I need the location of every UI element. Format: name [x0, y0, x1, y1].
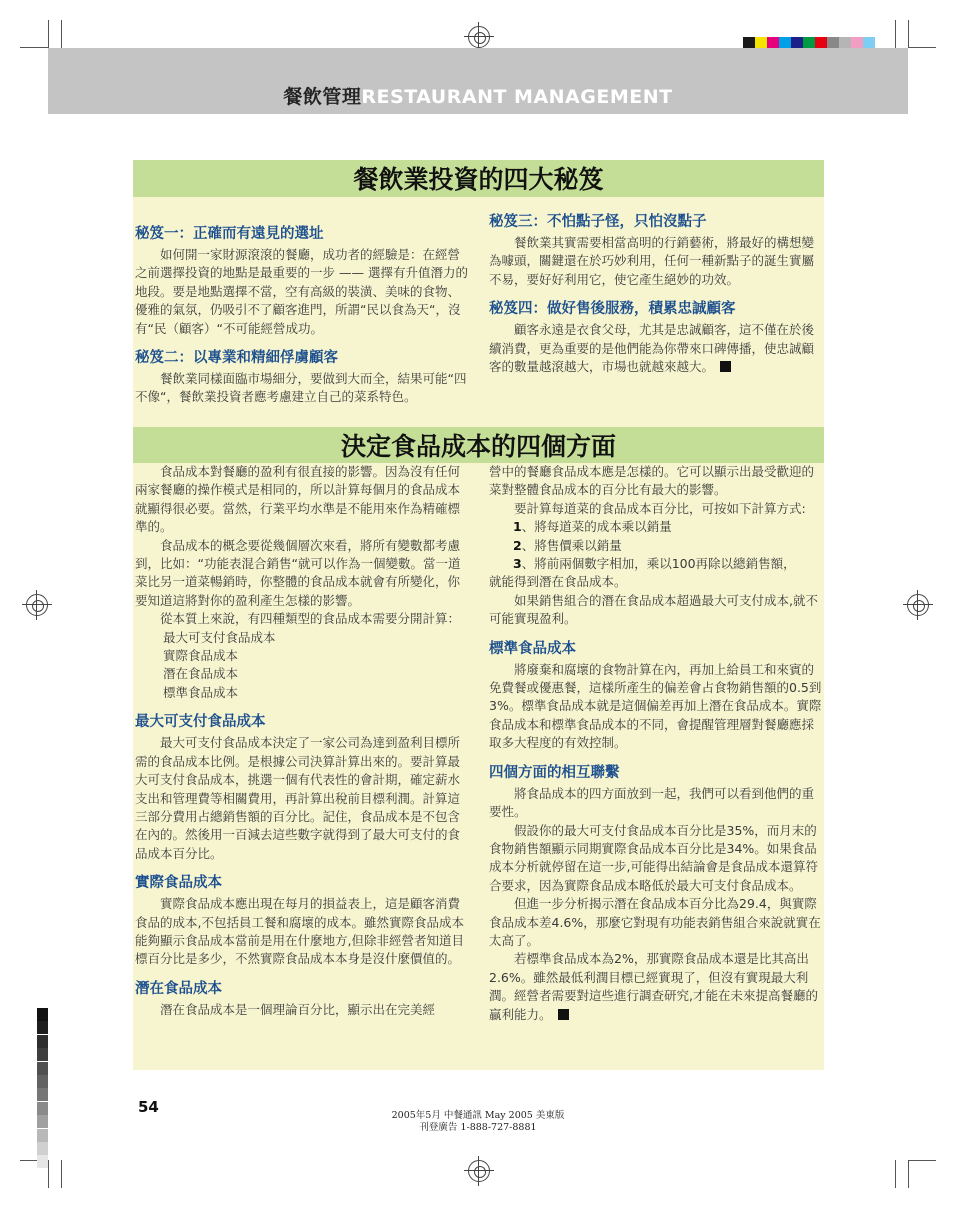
registration-mark-icon [907, 594, 929, 616]
step-number: 1 [513, 519, 522, 535]
step-text: 、將前兩個數字相加，乘以100再除以總銷售額， [521, 556, 796, 572]
paragraph: 潛在食品成本是一個理論百分比，顯示出在完美經 [160, 1001, 436, 1017]
article-title: 餐飲業投資的四大秘笈 [133, 160, 824, 197]
paragraph-text: 若標準食品成本為2%，那實際食品成本還是比其高出2.6%。雖然最低利潤目標已經實現了，但沒有實現最大利潤。經營者需要對這些進行調查研究,才能在未來提高餐廳的贏利能力。 [489, 951, 818, 1022]
list-item: 標準食品成本 [163, 684, 239, 700]
section-title-zh: 餐飲管理 [283, 86, 362, 108]
gray-swatch [37, 1155, 48, 1168]
subheading: 四個方面的相互聯繫 [489, 764, 620, 781]
subheading: 秘笈二：以專業和精細俘虜顧客 [135, 350, 338, 367]
numbered-step [489, 537, 824, 555]
numbered-step [489, 555, 824, 573]
paragraph: 假設你的最大可支付食品成本百分比是35%，而月末的食物銷售額顯示同期實際食品成本百分比是34%。如果食品成本分析就停留在這一步,可能得出結論會是食品成本還算符合要求，因為實際食品成本略低於最大可支付食品成本。 [489, 822, 818, 893]
crop-mark [908, 1160, 936, 1161]
paragraph [489, 950, 824, 1024]
subheading: 秘笈一：正確而有遠見的選址 [135, 226, 324, 242]
gray-swatch [37, 1008, 48, 1021]
paragraph: 就能得到潛在食品成本。 [489, 574, 627, 590]
paragraph: 從本質上來說，有四種類型的食品成本需要分開計算： [160, 611, 461, 627]
paragraph: 要計算每道菜的食品成本百分比，可按如下計算方式: [514, 500, 806, 516]
crop-mark [908, 47, 936, 48]
gray-swatch [37, 1048, 48, 1061]
subheading: 秘笈四：做好售後服務，積累忠誠顧客 [489, 301, 736, 318]
paragraph: 食品成本的概念要從幾個層次來看，將所有變數都考慮到，比如：“功能表混合銷售“就可以作為一個變數。當一道菜比另一道菜暢銷時，你整體的食品成本就會有所變化，你要知道這將對你的盈利產生怎樣的影響。 [135, 537, 461, 608]
crop-mark [48, 1160, 49, 1188]
paragraph: 最大可支付食品成本決定了一家公司為達到盈利目標所需的食品成本比例。是根據公司決算計算出來的。要計算最大可支付食品成本，挑選一個有代表性的會計期，確定薪水支出和管理費等相關費用，再計算出稅前目標利潤。計算這三部分費用占總銷售額的百分比。記住，食品成本是不包含在內的。然後用一百減去這些數字就得到了最大可支付的食品成本百分比。 [135, 735, 461, 861]
crop-mark [895, 20, 896, 48]
end-mark-icon [720, 361, 731, 372]
paragraph-text: 顧客永遠是衣食父母，尤其是忠誠顧客，這不僅在於後續消費，更為重要的是他們能為你帶來口碑傳播，使忠誠顧客的數量越滾越大，市場也就越來越大。 [489, 322, 815, 375]
gray-swatch [37, 1088, 48, 1101]
crop-mark [20, 47, 48, 48]
paragraph: 食品成本對餐廳的盈利有很直接的影響。因為沒有任何兩家餐廳的操作模式是相同的，所以計算每個月的食品成本就顯得很必要。當然，行業平均水準是不能用來作為精確標準的。 [135, 464, 461, 535]
article1-left-column [135, 224, 470, 407]
list-item: 最大可支付食品成本 [163, 629, 276, 645]
paragraph: 餐飲業同樣面臨市場細分，要做到大而全，結果可能“四不像“，餐飲業投資者應考慮建立自己的菜系特色。 [135, 371, 467, 405]
registration-mark-icon [468, 1160, 490, 1182]
gray-swatch [37, 1102, 48, 1115]
subheading: 標準食品成本 [489, 640, 576, 657]
step-number: 2 [513, 537, 522, 553]
paragraph: 餐飲業其實需要相當高明的行銷藝術，將最好的構想變為噱頭，關鍵還在於巧妙利用，任何一種新點子的誕生實屬不易，要好好利用它，使它產生絕妙的功效。 [489, 235, 815, 287]
subheading: 潛在食品成本 [135, 980, 222, 997]
subheading: 最大可支付食品成本 [135, 714, 266, 731]
crop-mark [908, 20, 909, 48]
page-number: 54 [138, 1098, 159, 1116]
gray-swatch [37, 1142, 48, 1155]
gray-swatch [37, 1035, 48, 1048]
paragraph: 如果銷售組合的潛在食品成本超過最大可支付成本,就不可能實現盈利。 [489, 592, 818, 627]
gray-swatch [37, 1115, 48, 1128]
paragraph: 實際食品成本應出現在每月的損益表上，這是顧客消費食品的成本,不包括員工餐和腐壞的成本。雖然實際食品成本能夠顯示食品成本當前是用在什麼地方,但除非經營者知道目標百分比是多少，不然實際食品成本本身是沒什麼價值的。 [135, 896, 464, 967]
gray-swatch [37, 1062, 48, 1075]
paragraph: 但進一步分析揭示潛在食品成本百分比為29.4，與實際食品成本差4.6%，那麼它對現有功能表銷售組合來說就實在太高了。 [489, 896, 821, 948]
paragraph: 營中的餐廳食品成本應是怎樣的。它可以顯示出最受歡迎的菜對整體食品成本的百分比有最大的影響。 [489, 464, 815, 498]
registration-mark-icon [26, 594, 48, 616]
section-header [0, 82, 956, 109]
step-text: 、將售價乘以銷量 [521, 537, 622, 553]
article1-right-column [489, 212, 824, 376]
list-item: 潛在食品成本 [163, 666, 239, 682]
step-text: 、將每道菜的成本乘以銷量 [521, 519, 672, 535]
registration-mark-icon [468, 26, 490, 48]
paragraph: 如何開一家財源滾滾的餐廳，成功者的經驗是：在經營之前選擇投資的地點是最重要的一步 —— 選擇有升值潛力的地段。要是地點選擇不當，空有高級的裝潢、美味的食物、優雅的氣氛，仍吸引不了顧客進門，所謂“民以食為天“，沒有“民（顧客）“不可能經營成功。 [135, 247, 468, 336]
numbered-step [489, 518, 824, 536]
gray-swatch [37, 1129, 48, 1142]
section-title-en: RESTAURANT MANAGEMENT [361, 86, 673, 108]
subheading: 實際食品成本 [135, 875, 222, 892]
paragraph [489, 321, 824, 376]
crop-mark [908, 1160, 909, 1188]
paragraph: 將食品成本的四方面放到一起，我們可以看到他們的重要性。 [489, 785, 815, 820]
crop-mark [61, 20, 62, 48]
subheading: 秘笈三：不怕點子怪，只怕沒點子 [489, 214, 707, 230]
list-item: 實際食品成本 [163, 648, 239, 664]
end-mark-icon [558, 1009, 569, 1020]
article2-right-column [489, 463, 824, 1024]
article2-left-column [135, 463, 470, 1019]
crop-mark [895, 1160, 896, 1188]
step-number: 3 [513, 556, 522, 572]
gray-swatch [37, 1075, 48, 1088]
footer-ad-contact: 刊登廣告 1-888-727-8881 [419, 1122, 537, 1133]
paragraph: 將廢棄和腐壞的食物計算在內，再加上給員工和來賓的免費餐或優惠餐，這樣所產生的偏差會占食物銷售額的0.5到3%。標準食品成本就是這個偏差再加上潛在食品成本。實際食品成本和標準食品成本的不同，會提醒管理層對餐廳應採取多大程度的有效控制。 [489, 661, 822, 751]
crop-mark [61, 1160, 62, 1188]
article-title: 決定食品成本的四個方面 [133, 427, 824, 463]
crop-mark [48, 20, 49, 48]
gray-swatch [37, 1021, 48, 1034]
footer-publication: 2005年5月 中餐通訊 May 2005 美東版 [391, 1110, 565, 1121]
